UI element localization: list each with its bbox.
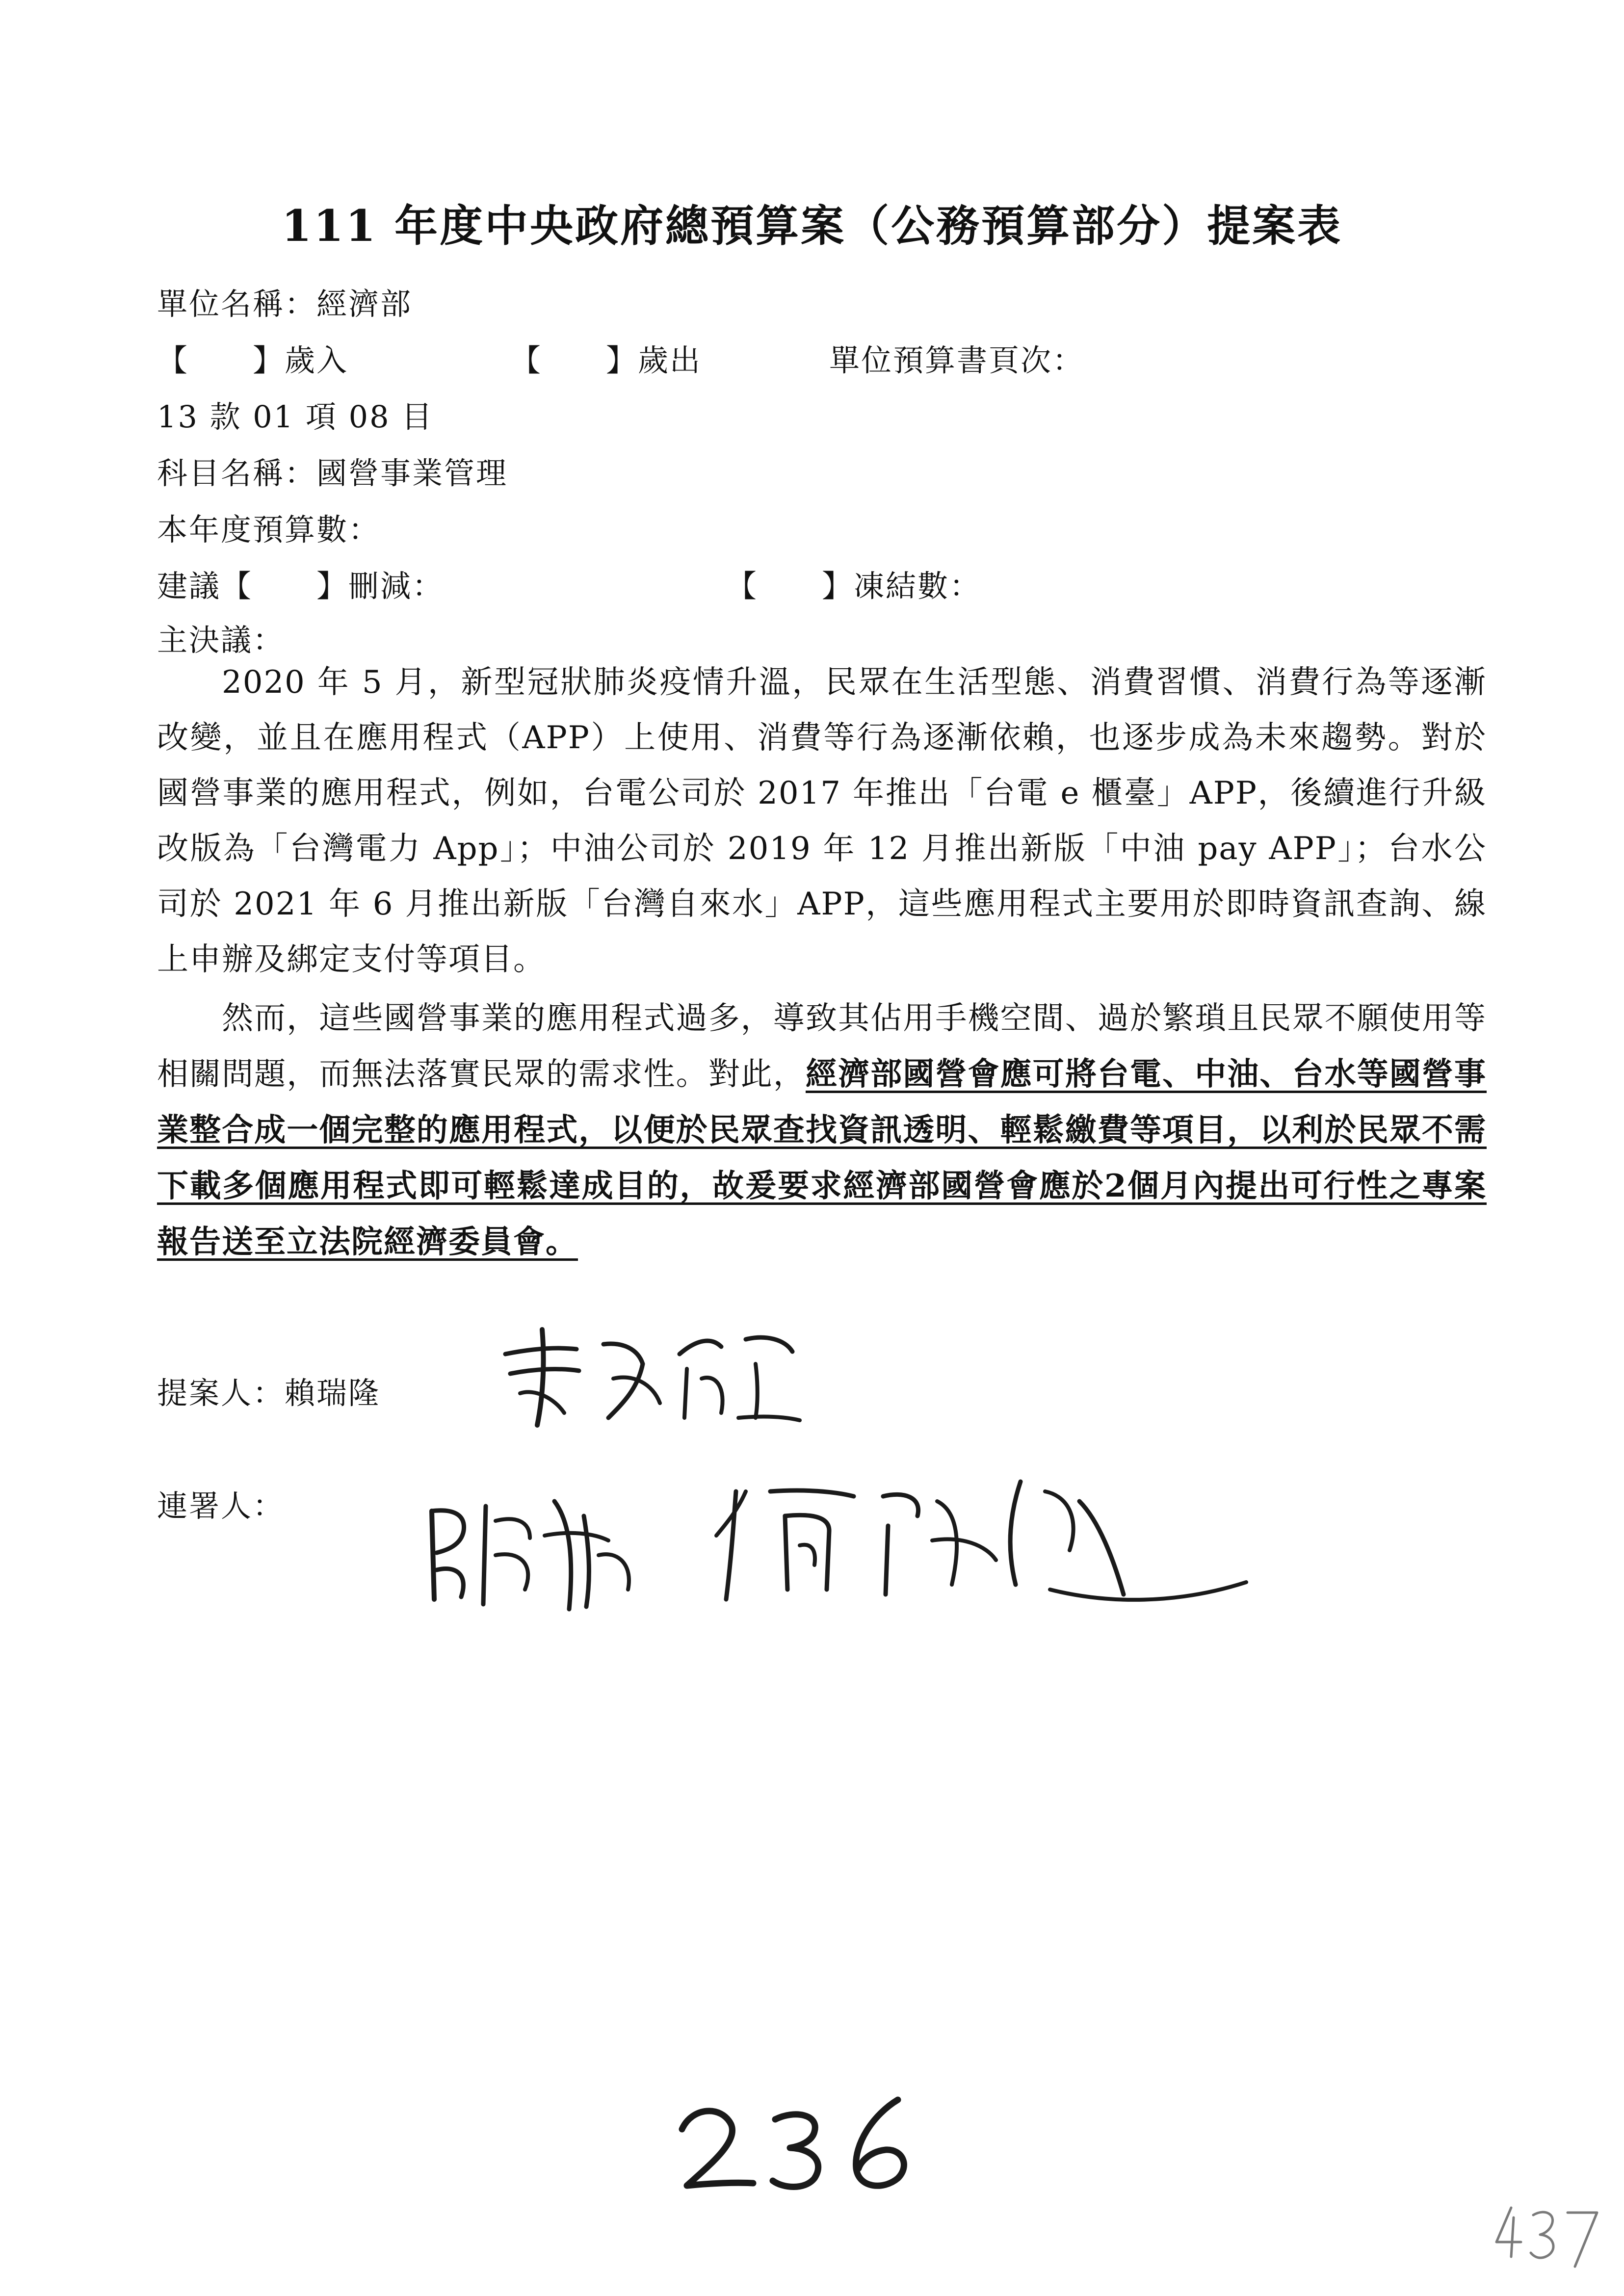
paragraph-2-emphasis: 經濟部國營會應可將台電、中油、台水等國營事業整合成一個完整的應用程式，以便於民眾查找資訊透明、輕鬆繳費等項目，以利於民眾不需下載多個應用程式即可輕鬆達成目的，故爰要求經濟部國營會應於2個月內提出可行性之專案報告送至立法院經濟委員會。 — [157, 1056, 1487, 1260]
body-paragraph-2 — [157, 991, 1487, 1270]
handwritten-page-number — [667, 2085, 942, 2198]
main-resolution-label: 主決議： — [157, 622, 285, 658]
form-title: 111 年度中央政府總預算案（公務預算部分）提案表 — [281, 200, 1343, 251]
annual-budget-field: 本年度預算數： — [157, 512, 381, 548]
proposer-label: 提案人：賴瑞隆 — [157, 1375, 381, 1411]
freeze-amount-field: 【 】凍結數： — [726, 568, 982, 604]
paragraph-2-lead: 然而，這些國營事業的應用程式過多，導致其佔用手機空間、過於繁瑣且民眾不願使用等相關問題，而無法落實民眾的需求性。對此， — [157, 1000, 1487, 1093]
body-paragraph-1: 2020 年 5 月，新型冠狀肺炎疫情升溫，民眾在生活型態、消費習慣、消費行為等逐漸改變，並且在應用程式（APP）上使用、消費等行為逐漸依賴，也逐步成為未來趨勢。對於國營事業的應用程式，例如，台電公司於 2017 年推出「台電 e 櫃臺」APP，後續進行升級改版為「台灣電力 App」；中油公司於 2019 年 12 月推出新版「中油 pay APP」；台水公司於 2021 年 6 月推出新版「台灣自來水」APP，這些應用程式主要用於即時資訊查詢、線上申辦及綁定支付等項目。 — [157, 664, 1487, 978]
unit-name-field: 單位名稱：經濟部 — [157, 286, 413, 322]
suggest-cut-field: 建議【 】刪減： — [157, 568, 445, 604]
budget-page-field: 單位預算書頁次： — [829, 342, 1085, 378]
cosigner-signature-2 — [707, 1462, 1266, 1619]
revenue-checkbox-field: 【 】歲入 — [157, 342, 349, 378]
subject-name-field: 科目名稱：國營事業管理 — [157, 455, 508, 491]
cosigner-signature-1 — [422, 1491, 657, 1619]
expenditure-checkbox-field: 【 】歲出 — [510, 342, 702, 378]
item-code-field: 13 款 01 項 08 目 — [157, 399, 434, 435]
cosigner-label: 連署人： — [157, 1488, 285, 1524]
handwritten-corner-number — [1487, 2198, 1604, 2271]
proposer-signature — [491, 1320, 810, 1433]
